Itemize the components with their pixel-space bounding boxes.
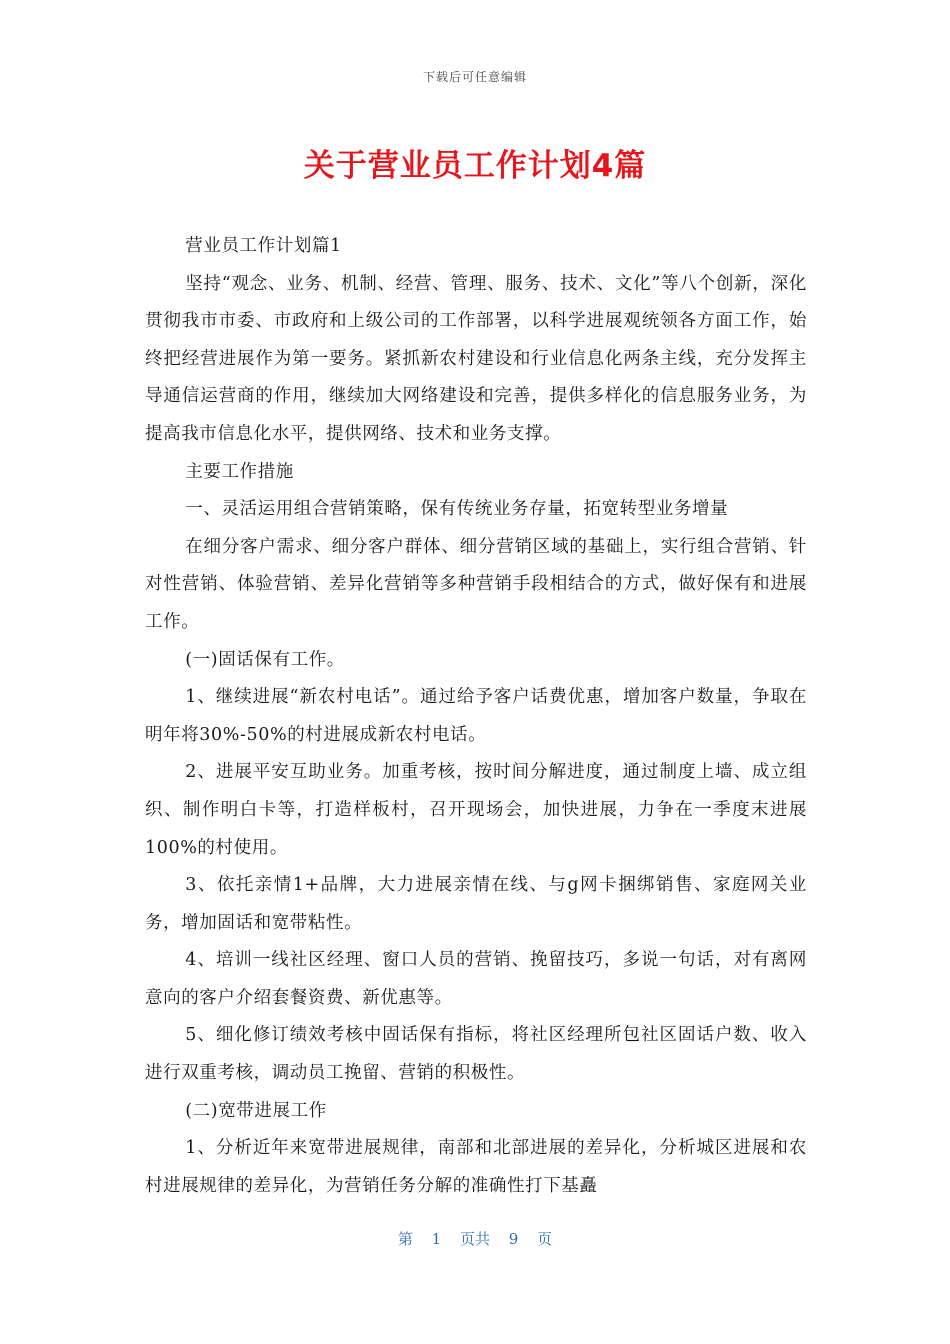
footer-suffix: 页 bbox=[537, 1230, 553, 1248]
paragraph-broadband-heading: (二)宽带进展工作 bbox=[185, 1100, 327, 1121]
paragraph-item-3: 3、依托亲情1+品牌，大力进展亲情在线、与g网卡捆绑销售、家庭网关业务，增加固话和宽带粘性。 bbox=[145, 875, 807, 933]
paragraph-strategy-heading: 一、灵活运用组合营销策略，保有传统业务存量，拓宽转型业务增量 bbox=[185, 499, 729, 520]
document-title: 关于营业员工作计划4篇 bbox=[303, 148, 647, 184]
footer-prefix: 第 bbox=[397, 1230, 413, 1248]
footer-middle: 页共 bbox=[459, 1230, 490, 1248]
page-footer bbox=[0, 1228, 950, 1249]
paragraph-measures-heading: 主要工作措施 bbox=[185, 461, 294, 482]
paragraph-landline-heading: (一)固话保有工作。 bbox=[185, 649, 345, 670]
paragraph-item-2: 2、进展平安互助业务。加重考核，按时间分解进度，通过制度上墙、成立组织、制作明白卡等，打造样板村，召开现场会，加快进展，力争在一季度末进展100%的村使用。 bbox=[145, 762, 807, 858]
paragraph-broadband-item-1: 1、分析近年来宽带进展规律，南部和北部进展的差异化，分析城区进展和农村进展规律的差异化，为营销任务分解的准确性打下基矗 bbox=[145, 1138, 807, 1196]
footer-current-page: 1 bbox=[431, 1230, 442, 1248]
footer-total-pages: 9 bbox=[508, 1230, 519, 1248]
paragraph-section-heading: 营业员工作计划篇1 bbox=[185, 236, 342, 256]
paragraph-item-4: 4、培训一线社区经理、窗口人员的营销、挽留技巧，多说一句话，对有离网意向的客户介绍套餐资费、新优惠等。 bbox=[145, 950, 807, 1008]
paragraph-strategy-body: 在细分客户需求、细分客户群体、细分营销区域的基础上，实行组合营销、针对性营销、体验营销、差异化营销等多种营销手段相结合的方式，做好保有和进展工作。 bbox=[145, 536, 807, 632]
paragraph-item-5: 5、细化修订绩效考核中固话保有指标，将社区经理所包社区固话户数、收入进行双重考核，调动员工挽留、营销的积极性。 bbox=[145, 1025, 807, 1084]
header-note: 下载后可任意编辑 bbox=[422, 70, 527, 84]
document-body bbox=[145, 228, 807, 1205]
paragraph-intro: 坚持“观念、业务、机制、经营、管理、服务、技术、文化”等八个创新，深化贯彻我市市委、市政府和上级公司的工作部署，以科学进展观统领各方面工作，始终把经营进展作为第一要务。紧抓新农村建设和行业信息化两条主线，充分发挥主导通信运营商的作用，继续加大网络建设和完善，提供多样化的信息服务业务，为提高我市信息化水平，提供网络、技术和业务支撑。 bbox=[145, 273, 807, 444]
paragraph-item-1: 1、继续进展“新农村电话”。通过给予客户话费优惠，增加客户数量，争取在明年将30%-50%的村进展成新农村电话。 bbox=[145, 687, 807, 745]
